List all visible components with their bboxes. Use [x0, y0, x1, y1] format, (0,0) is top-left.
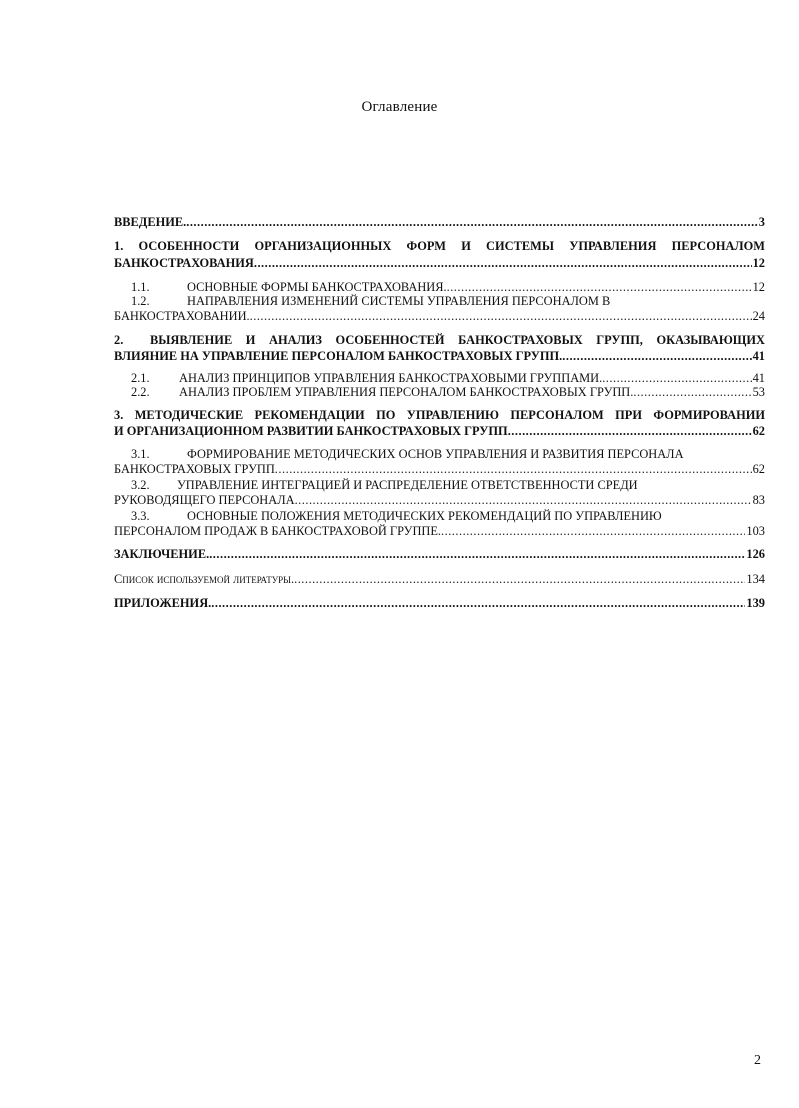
toc-entry-label: ПЕРСОНАЛОМ ПРОДАЖ В БАНКОСТРАХОВОЙ ГРУППЕ.	[114, 524, 442, 538]
leader-dots	[562, 349, 751, 364]
toc-entry-label: ОСНОВНЫЕ ФОРМЫ БАНКОСТРАХОВАНИЯ.	[187, 280, 447, 294]
toc-page-number: 139	[746, 596, 765, 610]
toc-page-number: 83	[752, 493, 765, 507]
toc-page-number: 62	[752, 462, 765, 476]
toc-section-3-1-line1[interactable]	[114, 447, 782, 462]
toc-page-number: 41	[752, 371, 765, 385]
leader-dots	[211, 596, 745, 611]
toc-page-number: 62	[752, 424, 765, 438]
leader-dots	[254, 256, 752, 271]
toc-entry-appendix[interactable]	[114, 596, 765, 611]
section-number: 2.2.	[131, 385, 150, 399]
toc-entry-label: Список используемой литературы.	[114, 572, 295, 586]
toc-chapter-1-line1[interactable]: 1. ОСОБЕННОСТИ ОРГАНИЗАЦИОННЫХ ФОРМ И СИСТЕМЫ УПРАВЛЕНИЯ ПЕРСОНАЛОМ	[114, 239, 765, 253]
section-number: 3.1.	[131, 447, 150, 461]
page-number: 2	[754, 1053, 761, 1068]
toc-chapter-1[interactable]	[114, 256, 765, 271]
toc-entry-literature[interactable]	[114, 572, 765, 587]
toc-page-number: 126	[746, 547, 765, 561]
leader-dots	[294, 572, 745, 587]
toc-entry-label: БАНКОСТРАХОВАНИИ.	[114, 309, 250, 323]
toc-entry-label: И ОРГАНИЗАЦИОННОМ РАЗВИТИИ БАНКОСТРАХОВЫХ ГРУПП	[114, 424, 508, 438]
toc-entry-label: АНАЛИЗ ПРОБЛЕМ УПРАВЛЕНИЯ ПЕРСОНАЛОМ БАНКОСТРАХОВЫХ ГРУПП.	[179, 385, 634, 399]
leader-dots	[602, 371, 751, 386]
section-number: 3.2.	[131, 478, 150, 492]
section-number: 1.2.	[131, 294, 150, 308]
toc-section-3-2-line1[interactable]	[114, 478, 782, 493]
toc-entry-label: УПРАВЛЕНИЕ ИНТЕГРАЦИЕЙ И РАСПРЕДЕЛЕНИЕ ОТВЕТСТВЕННОСТИ СРЕДИ	[177, 478, 638, 492]
toc-section-1-2[interactable]	[114, 309, 765, 324]
toc-chapter-3-line1[interactable]: 3. МЕТОДИЧЕСКИЕ РЕКОМЕНДАЦИИ ПО УПРАВЛЕНИЮ ПЕРСОНАЛОМ ПРИ ФОРМИРОВАНИИ	[114, 408, 765, 422]
section-number: 2.1.	[131, 371, 150, 385]
leader-dots	[295, 493, 752, 508]
toc-page-number: 12	[752, 256, 765, 270]
toc-entry-label: ВЫЯВЛЕНИЕ И АНАЛИЗ ОСОБЕННОСТЕЙ БАНКОСТРАХОВЫХ ГРУПП, ОКАЗЫВАЮЩИХ	[150, 333, 765, 347]
toc-chapter-2[interactable]	[114, 349, 765, 364]
toc-entry-label: ВВЕДЕНИЕ.	[114, 215, 187, 229]
toc-section-2-1[interactable]	[114, 371, 765, 386]
toc-chapter-3[interactable]	[114, 424, 765, 439]
toc-entry-conclusion[interactable]	[114, 547, 765, 562]
leader-dots	[508, 424, 752, 439]
toc-entry-label: БАНКОСТРАХОВАНИЯ	[114, 256, 254, 270]
toc-section-3-3[interactable]	[114, 524, 765, 539]
toc-page-number: 3	[758, 215, 765, 229]
toc-page-number: 103	[746, 524, 765, 538]
toc-section-1-2-line1[interactable]	[114, 294, 782, 309]
leader-dots	[275, 462, 752, 477]
leader-dots	[447, 280, 752, 295]
toc-page-number: 24	[752, 309, 765, 323]
toc-entry-label: БАНКОСТРАХОВЫХ ГРУПП	[114, 462, 275, 476]
toc-section-3-2[interactable]	[114, 493, 765, 508]
toc-section-2-2[interactable]	[114, 385, 765, 400]
toc-entry-label: РУКОВОДЯЩЕГО ПЕРСОНАЛА	[114, 493, 295, 507]
leader-dots	[186, 215, 758, 230]
toc-section-3-3-line1[interactable]	[114, 509, 782, 524]
section-number: 1.1.	[131, 280, 150, 294]
toc-entry-label: ПРИЛОЖЕНИЯ.	[114, 596, 212, 610]
toc-page-number: 12	[752, 280, 765, 294]
toc-entry-label: ЗАКЛЮЧЕНИЕ.	[114, 547, 210, 561]
toc-page-number: 41	[752, 349, 765, 363]
leader-dots	[441, 524, 745, 539]
toc-entry-intro[interactable]	[114, 215, 765, 230]
toc-page-number: 53	[752, 385, 765, 399]
leader-dots	[633, 385, 751, 400]
toc-entry-label: ФОРМИРОВАНИЕ МЕТОДИЧЕСКИХ ОСНОВ УПРАВЛЕНИЯ И РАЗВИТИЯ ПЕРСОНАЛА	[187, 447, 684, 461]
leader-dots	[209, 547, 745, 562]
toc-entry-label: НАПРАВЛЕНИЯ ИЗМЕНЕНИЙ СИСТЕМЫ УПРАВЛЕНИЯ ПЕРСОНАЛОМ В	[187, 294, 611, 308]
page-title: Оглавление	[361, 99, 438, 115]
section-number: 3.3.	[131, 509, 150, 523]
toc-entry-label: АНАЛИЗ ПРИНЦИПОВ УПРАВЛЕНИЯ БАНКОСТРАХОВЫМИ ГРУППАМИ.	[179, 371, 603, 385]
toc-entry-label: ОСНОВНЫЕ ПОЛОЖЕНИЯ МЕТОДИЧЕСКИХ РЕКОМЕНДАЦИЙ ПО УПРАВЛЕНИЮ	[187, 509, 662, 523]
leader-dots	[250, 309, 752, 324]
toc-section-1-1[interactable]	[114, 280, 765, 295]
toc-entry-label: ВЛИЯНИЕ НА УПРАВЛЕНИЕ ПЕРСОНАЛОМ БАНКОСТРАХОВЫХ ГРУПП.	[114, 349, 563, 363]
toc-section-3-1[interactable]	[114, 462, 765, 477]
toc-page-number: 134	[746, 572, 765, 586]
chapter-number: 2.	[114, 333, 124, 347]
toc-chapter-2-line1[interactable]	[114, 333, 765, 348]
